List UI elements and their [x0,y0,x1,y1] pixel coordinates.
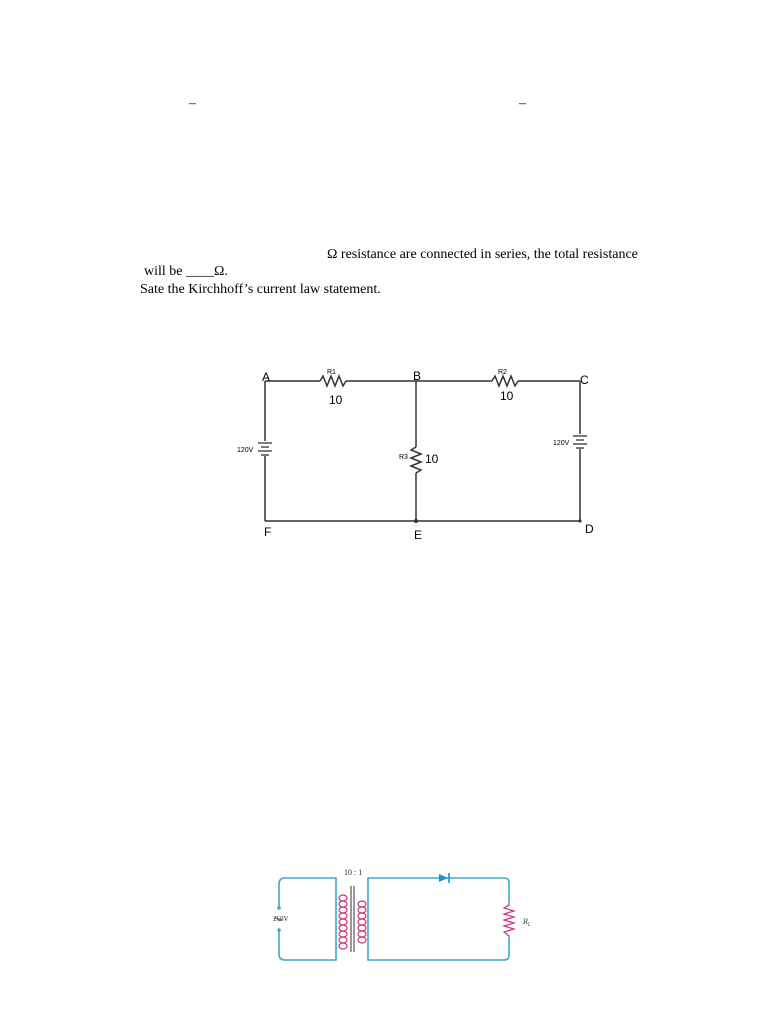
question-line-2: will be ____Ω. [144,264,228,279]
node-label-e: E [414,528,423,542]
node-label-d: D [585,522,594,536]
ac-source-label: 260V [273,915,289,923]
node-label-b: B [413,369,422,383]
r1-value-label: 10 [329,393,343,407]
transformer-secondary-coil [358,901,366,943]
dash-mark-left: – [189,96,196,111]
question-line-3: Sate the Kirchhoff’s current law statement. [140,282,381,297]
r2-name-label: R2 [498,369,507,376]
source-terminal-top [277,906,281,910]
turns-ratio-label: 10 : 1 [344,868,363,877]
node-label-a: A [262,370,271,384]
node-label-c: C [580,373,589,387]
r1-name-label: R1 [327,369,336,376]
r3-value-label: 10 [425,452,439,466]
source-terminal-bottom [277,928,281,932]
left-source-label: 120V [237,447,254,454]
dash-mark-right: – [519,96,526,111]
transformer-core [351,886,354,952]
load-resistor [504,905,514,936]
question-line-1: Ω resistance are connected in series, the total resistance [327,247,638,262]
right-source-label: 120V [553,440,570,447]
load-label: $R_L$ [523,917,531,928]
diode-icon [439,873,449,883]
r3-name-label: R3 [399,454,408,461]
transformer-primary-coil [339,895,347,949]
node-label-f: F [264,525,272,539]
r2-value-label: 10 [500,389,514,403]
